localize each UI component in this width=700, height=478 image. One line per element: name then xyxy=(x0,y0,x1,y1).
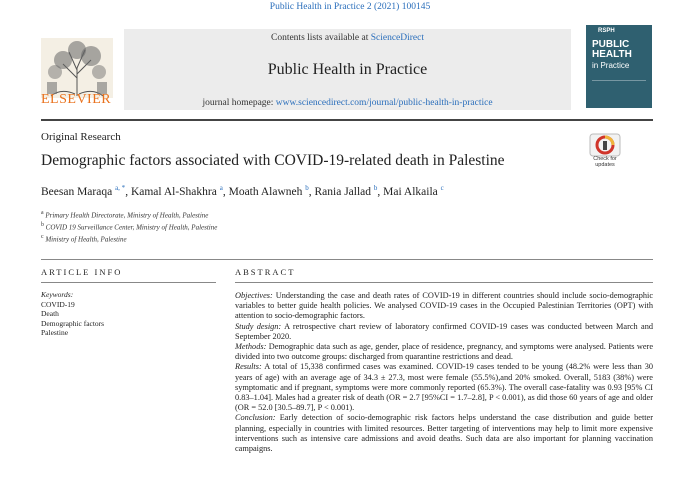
abstract-methods xyxy=(235,342,653,362)
journal-reference[interactable] xyxy=(0,2,700,12)
publisher-name: ELSEVIER xyxy=(41,92,112,107)
affiliation-item xyxy=(41,233,217,245)
abstract-section-text: Early detection of socio-demographic risk factors helps understand the case distribution and guide better planning, especially in countries with limited resources. Better targeting of interventions may help to limit more expensive interventions such as intensive care admissions and avoid deaths. Such data are also important for planning vaccination campaigns. xyxy=(235,413,654,454)
abstract-study-design xyxy=(235,322,653,342)
affiliation-mark: b xyxy=(41,221,44,228)
homepage-prefix: journal homepage: xyxy=(202,98,274,108)
author-name[interactable]: Beesan Maraqa xyxy=(41,185,113,198)
affiliation-item xyxy=(41,209,217,221)
journal-reference-link[interactable]: Public Health in Practice 2 (2021) 100145 xyxy=(269,2,431,12)
contents-line xyxy=(124,33,571,43)
journal-homepage xyxy=(124,98,571,108)
affiliation-text: Primary Health Directorate, Ministry of Health, Palestine xyxy=(45,211,209,220)
author[interactable] xyxy=(41,186,125,198)
abstract-results xyxy=(235,362,653,413)
abstract-conclusion xyxy=(235,413,653,454)
keyword: Palestine xyxy=(41,328,69,338)
abstract-section-text: A retrospective chart review of laboratory confirmed COVID-19 cases was conducted between March and September 2020. xyxy=(235,321,653,341)
abstract-section-text: Demographic data such as age, gender, place of residence, pregnancy, and symptoms were analysed. Patients were divided into two outcome groups: discharged from quarantine restrictions and dead. xyxy=(235,342,654,362)
author-name[interactable]: Mai Alkaila xyxy=(383,185,438,198)
contents-prefix: Contents lists available at xyxy=(270,33,369,43)
abstract-section-label: Study design: xyxy=(235,321,282,331)
cover-fine-print xyxy=(592,80,646,93)
article-info-rule xyxy=(41,282,216,283)
affiliation-text: Ministry of Health, Palestine xyxy=(45,234,127,243)
sciencedirect-link[interactable]: ScienceDirect xyxy=(370,33,424,43)
article-info-heading: ARTICLE INFO xyxy=(41,267,123,277)
cover-title-line1: PUBLIC xyxy=(592,39,630,50)
author-affiliation-mark[interactable]: c xyxy=(440,184,444,192)
abstract-body xyxy=(235,291,653,454)
abstract-section-label: Conclusion: xyxy=(235,413,276,423)
check-for-updates-label[interactable]: Check for updates xyxy=(593,156,617,168)
keywords-label: Keywords: xyxy=(41,290,74,299)
author[interactable] xyxy=(229,186,309,198)
cover-badge: RSPH xyxy=(598,28,615,34)
cover-subtitle: in Practice xyxy=(592,61,630,70)
article-title: Demographic factors associated with COVID-19-related death in Palestine xyxy=(41,152,505,169)
journal-title: Public Health in Practice xyxy=(267,61,428,78)
abstract-section-label: Objectives: xyxy=(235,291,273,300)
author-list: Beesan Maraqa $^{a, *}$, Kamal Al-Shakhra $^a$, Moath Alawneh $^b$, Rania Jallad $^b$, Mai Alkaila $^c$ xyxy=(41,184,444,198)
cover-title xyxy=(592,40,632,60)
author-affiliation-mark[interactable]: b xyxy=(373,184,378,192)
keyword: COVID-19 xyxy=(41,299,75,309)
abstract-heading: ABSTRACT xyxy=(235,267,296,277)
abstract-rule xyxy=(235,282,653,283)
homepage-link[interactable]: www.sciencedirect.com/journal/public-health-in-practice xyxy=(275,98,493,108)
keywords-block xyxy=(41,290,104,338)
affiliation-text: COVID 19 Surveillance Center, Ministry of Health, Palestine xyxy=(45,223,218,232)
article-type: Original Research xyxy=(41,131,121,143)
keyword: Death xyxy=(41,309,59,319)
author-affiliation-mark[interactable]: a, * xyxy=(115,184,126,192)
abstract-section-label: Methods: xyxy=(235,342,267,352)
abstract-section-text: Understanding the case and death rates of COVID-19 in different countries should include socio-demographic variables to better guide health policies. We analysed COVID-19 cases in the Occupied Palestinian Territories (OPT) with attention to socio-demographic factors. xyxy=(235,291,653,321)
affiliations xyxy=(41,209,217,244)
author[interactable] xyxy=(383,186,444,198)
author[interactable] xyxy=(315,186,378,198)
cover-title-line2: HEALTH xyxy=(592,49,632,60)
section-divider xyxy=(41,259,653,260)
author-affiliation-mark[interactable]: a xyxy=(219,184,223,192)
abstract-section-label: Results: xyxy=(235,362,262,372)
abstract-objectives xyxy=(235,291,653,322)
affiliation-item xyxy=(41,221,217,233)
author-name[interactable]: Kamal Al-Shakhra xyxy=(130,185,217,198)
affiliation-mark: a xyxy=(41,210,44,216)
author[interactable] xyxy=(131,186,223,198)
abstract-section-text: A total of 15,338 confirmed cases was examined. COVID-19 cases tended to be young (48.2% were less than 30 years of age) with an average age of 34.3 ± 27.3, most were female (55.5%),and 20% smoked. Overall, 5183 (38%) were symptomatic and if pregnant, symptoms were more commonly reported (65.3%). The overall case-fatality was 0.93 [95% CI 0.83–1.04]. Males had a greater risk of death (OR = 2.7 [95%CI = 1.7–2.8], P < 0.001), as did those 60 years of age and older (OR = 52.0 [30.5–89.7], P < 0.001). xyxy=(235,362,653,413)
keyword: Demographic factors xyxy=(41,318,105,328)
header-divider xyxy=(41,119,653,121)
author-name[interactable]: Moath Alawneh xyxy=(228,185,303,198)
author-name[interactable]: Rania Jallad xyxy=(314,185,372,198)
journal-cover[interactable] xyxy=(586,25,652,108)
affiliation-mark: c xyxy=(41,233,44,240)
author-affiliation-mark[interactable]: b xyxy=(305,184,309,192)
